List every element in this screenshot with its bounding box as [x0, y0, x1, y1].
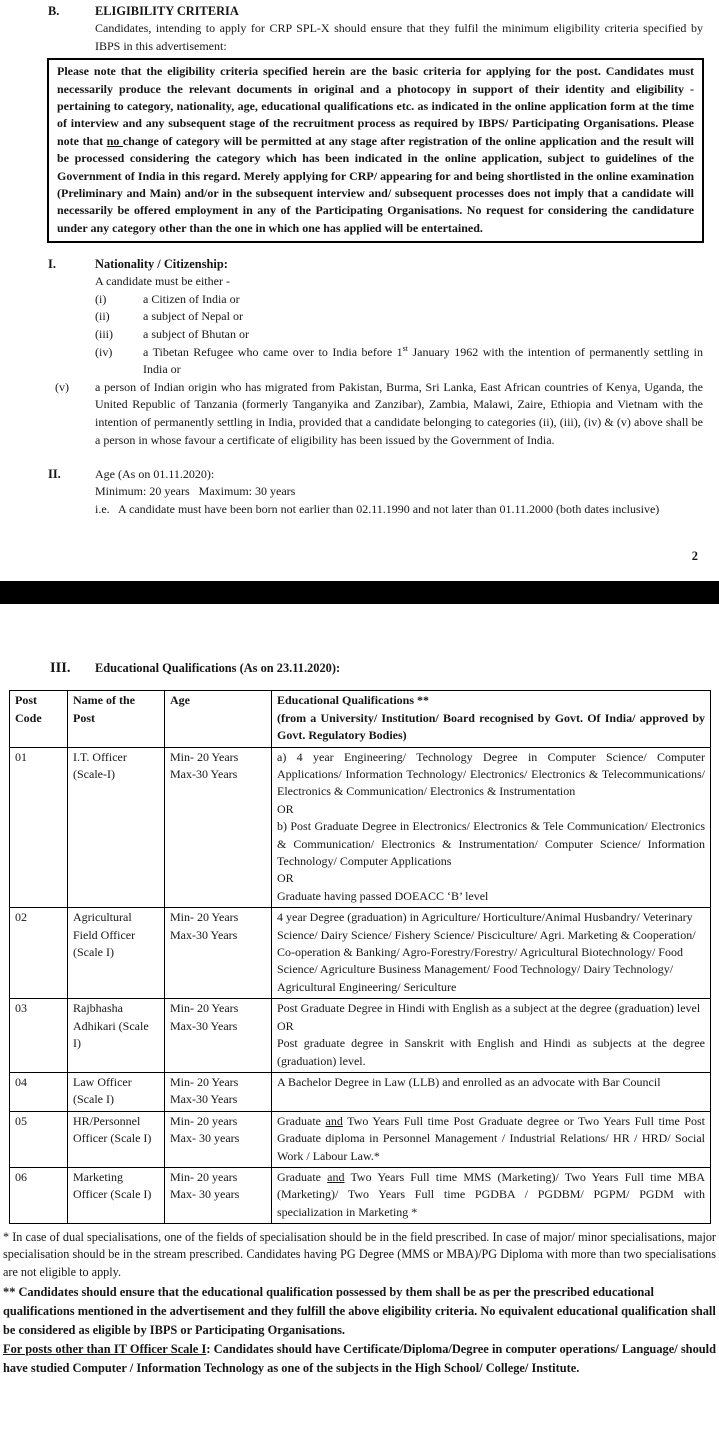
- section-1-title: Nationality / Citizenship:: [95, 257, 228, 272]
- col-header-age: Age: [165, 691, 272, 747]
- section-1-heading: [48, 256, 703, 273]
- age-max: Max-30 Years: [170, 767, 238, 781]
- table-row: [10, 1167, 711, 1223]
- age-min: Min- 20 years: [170, 1113, 238, 1128]
- list-item: [55, 379, 703, 449]
- or-separator: OR: [277, 801, 294, 816]
- qualification-option: a) 4 year Engineering/ Technology Degree in Computer Science/ Computer Applications/ Information Technology/ Electronics/ Electronics & Telecommunications/ Electronics & Communication/ Electronics & Instrumentation: [277, 749, 705, 799]
- page-separator-band: [0, 581, 719, 604]
- qualification-option: Graduate and Two Years Full time Post Graduate degree or Two Years Full time Post Graduate diploma in Personnel Management / Industrial Relations/ HR / HRD/ Social Work / Labour Law.*: [277, 1113, 705, 1163]
- col-header-post-code: Post Code: [10, 691, 68, 747]
- list-item: [95, 291, 703, 309]
- qualification-cell: [272, 1111, 711, 1167]
- list-item: [95, 326, 703, 344]
- qualification-option: Post Graduate Degree in Hindi with English as a subject at the degree (graduation) level: [277, 1001, 701, 1016]
- post-name-cell: I.T. Officer (Scale-I): [68, 747, 165, 908]
- qualification-cell: [272, 1072, 711, 1111]
- post-code-cell: 04: [10, 1072, 68, 1111]
- col-header-qualifications-line2: (from a University/ Institution/ Board recognised by Govt. Of India/ approved by Govt. Regulatory Bodies): [277, 710, 705, 743]
- post-code-cell: 05: [10, 1111, 68, 1167]
- qualification-option: 4 year Degree (graduation) in Agriculture/ Horticulture/Animal Husbandry/ Veterinary Science/ Dairy Science/ Fishery Science/ Pisciculture/ Agri. Marketing & Cooperation/ Co-operation & Banking/ Agro-Forestry/Forestry/ Agricultural Biotechnology/ Food Science/ Agriculture Business Management/ Food Technology/ Dairy Technology/ Agricultural Engineering/ Sericulture: [277, 910, 696, 994]
- footnote-double-star: ** Candidates should ensure that the educational qualification possessed by them shall be as per the prescribed educational qualifications mentioned in the advertisement and they fulfill the above eligibility criteria. No equivalent educational qualification shall be considered as eligible by IBPS or Participating Organisations.: [3, 1284, 716, 1337]
- section-b-heading: [48, 3, 703, 20]
- section-b-title: ELIGIBILITY CRITERIA: [95, 4, 239, 18]
- post-name-cell: Marketing Officer (Scale I): [68, 1167, 165, 1223]
- section-2-marker: II.: [48, 467, 61, 482]
- post-name-cell: HR/Personnel Officer (Scale I): [68, 1111, 165, 1167]
- section-3-marker: III.: [50, 660, 71, 677]
- list-item-marker: (iii): [95, 327, 113, 342]
- list-item: [95, 308, 703, 326]
- list-item-text: a subject of Nepal or: [143, 309, 243, 324]
- qualification-option: Graduate and Two Years Full time MMS (Marketing)/ Two Years Full time MBA (Marketing)/ Two Years Full time PGDBA / PGDBM/ PGPM/ PGDM with specialization in Marketing *: [277, 1169, 705, 1219]
- age-cell: [165, 1072, 272, 1111]
- section-2-title: Age (As on 01.11.2020):: [95, 467, 215, 482]
- section-1-lead: A candidate must be either -: [95, 274, 230, 289]
- age-min: Min- 20 Years: [170, 1074, 239, 1089]
- footnotes: [3, 1229, 716, 1378]
- age-min: Min- 20 Years: [170, 910, 239, 925]
- table-row: [10, 999, 711, 1073]
- section-3-title: Educational Qualifications (As on 23.11.2020):: [95, 661, 341, 676]
- age-dates-line: i.e. A candidate must have been born not earlier than 02.11.1990 and not later than 01.11.2000 (both dates inclusive): [95, 501, 660, 516]
- page-educational-qualifications: [0, 604, 719, 1377]
- age-min: Min- 20 Years: [170, 1001, 239, 1016]
- table-header-row: [10, 691, 711, 747]
- qualification-option: b) Post Graduate Degree in Electronics/ Electronics & Tele Communication/ Electronics & Communication/ Electronics & Instrumentation/ Computer Science/ Information Technology/ Computer Applications: [277, 819, 705, 869]
- age-max: Max-30 Years: [170, 927, 238, 942]
- or-separator: OR: [277, 871, 294, 886]
- list-item-marker: (ii): [95, 309, 110, 324]
- section-b-intro: Candidates, intending to apply for CRP SPL-X should ensure that they fulfil the minimum eligibility criteria specified by IBPS in this advertisement:: [95, 21, 703, 53]
- age-max: Max-30 Years: [170, 1018, 238, 1033]
- age-cell: [165, 999, 272, 1073]
- table-row: [10, 908, 711, 999]
- list-item-text: a subject of Bhutan or: [143, 327, 249, 342]
- section-1-marker: I.: [48, 257, 56, 272]
- age-max: Max-30 Years: [170, 1092, 238, 1107]
- qualification-cell: [272, 999, 711, 1073]
- age-min: Min- 20 years: [170, 1169, 238, 1184]
- qualification-cell: [272, 747, 711, 908]
- post-code-cell: 03: [10, 999, 68, 1073]
- post-code-cell: 02: [10, 908, 68, 999]
- footnote-single-star: * In case of dual specialisations, one of the fields of specialisation should be in the field prescribed. In case of major/ minor specialisations, major specialisation should be in the stream prescribed. Candidates having PG Degree (MMS or MBA)/PG Diploma with more than two specialisations are not eligible to apply.: [3, 1230, 716, 1279]
- page-number: 2: [691, 549, 698, 564]
- age-limits-line: Minimum: 20 years Maximum: 30 years: [95, 484, 296, 499]
- footnote-other-posts: For posts other than IT Officer Scale I: Candidates should have Certificate/Diploma/Degree in computer operations/ Language/ should have studied Computer / Information Technology as one of the subjects in the High School/ College/ Institute.: [3, 1341, 716, 1375]
- table-row: [10, 1072, 711, 1111]
- age-max: Max- 30 years: [170, 1187, 240, 1202]
- col-header-post-name: Name of the Post: [68, 691, 165, 747]
- eligibility-notice-box: Please note that the eligibility criteria specified herein are the basic criteria for applying for the post. Candidates must necessarily produce the relevant documents in original and a photocopy in support of their identity and eligibility -pertaining to category, nationality, age, educational qualifications etc. as indicated in the online application form at the time of interview and any subsequent stage of the recruitment process as required by IBPS/ Participating Organisations. Please note that no change of category will be permitted at any stage after registration of the online application and the result will be processed considering the category which has been indicated in the online application, subject to guidelines of the Government of India in this regard. Merely applying for CRP/ appearing for and being shortlisted in the online examination (Preliminary and Main) and/or in the subsequent interview and/ subsequent processes does not imply that a candidate will necessarily be offered employment in any of the Participating Organisations. No request for considering the candidature under any category other than the one in which one has applied will be entertained.: [47, 58, 704, 243]
- list-item-marker: (iv): [95, 344, 113, 359]
- col-header-qualifications: [272, 691, 711, 747]
- list-item-text: a person of Indian origin who has migrated from Pakistan, Burma, Sri Lanka, East African countries of Kenya, Uganda, the United Republic of Tanzania (formerly Tanganyika and Zanzibar), Zambia, Malawi, Zaire, Ethiopia and Vietnam with the intention of permanently settling in India, provided that a candidate belonging to categories (ii), (iii), (iv) & (v) above shall be a person in whose favour a certificate of eligibility has been issued by the Government of India.: [95, 379, 703, 447]
- age-cell: [165, 1167, 272, 1223]
- age-cell: [165, 747, 272, 908]
- section-2-heading: [48, 466, 703, 483]
- qualification-cell: [272, 908, 711, 999]
- list-item-marker: (v): [55, 379, 69, 394]
- age-cell: [165, 1111, 272, 1167]
- section-b-marker: B.: [48, 4, 60, 18]
- post-name-cell: Agricultural Field Officer (Scale I): [68, 908, 165, 999]
- list-item-text: a Citizen of India or: [143, 291, 240, 306]
- or-separator: OR: [277, 1018, 294, 1033]
- page-eligibility-criteria: [0, 0, 719, 564]
- educational-qualifications-table: [9, 690, 711, 1224]
- table-row: [10, 1111, 711, 1167]
- qualification-cell: [272, 1167, 711, 1223]
- qualification-option: A Bachelor Degree in Law (LLB) and enrolled as an advocate with Bar Council: [277, 1074, 661, 1089]
- post-name-cell: Rajbhasha Adhikari (Scale I): [68, 999, 165, 1073]
- list-item-text: a Tibetan Refugee who came over to India before 1st January 1962 with the intention of permanently settling in India or: [143, 343, 703, 377]
- col-header-qualifications-line1: Educational Qualifications **: [277, 693, 430, 708]
- list-item-marker: (i): [95, 291, 107, 306]
- post-name-cell: Law Officer (Scale I): [68, 1072, 165, 1111]
- qualification-option: Graduate having passed DOEACC ‘B’ level: [277, 888, 489, 903]
- age-min: Min- 20 Years: [170, 749, 239, 764]
- list-item: [95, 344, 703, 379]
- table-row: [10, 747, 711, 908]
- post-code-cell: 01: [10, 747, 68, 908]
- age-cell: [165, 908, 272, 999]
- age-max: Max- 30 years: [170, 1131, 240, 1146]
- qualification-option: Post graduate degree in Sanskrit with English and Hindi as subjects at the degree (graduation) level.: [277, 1036, 705, 1068]
- section-3-heading: [50, 660, 703, 677]
- post-code-cell: 06: [10, 1167, 68, 1223]
